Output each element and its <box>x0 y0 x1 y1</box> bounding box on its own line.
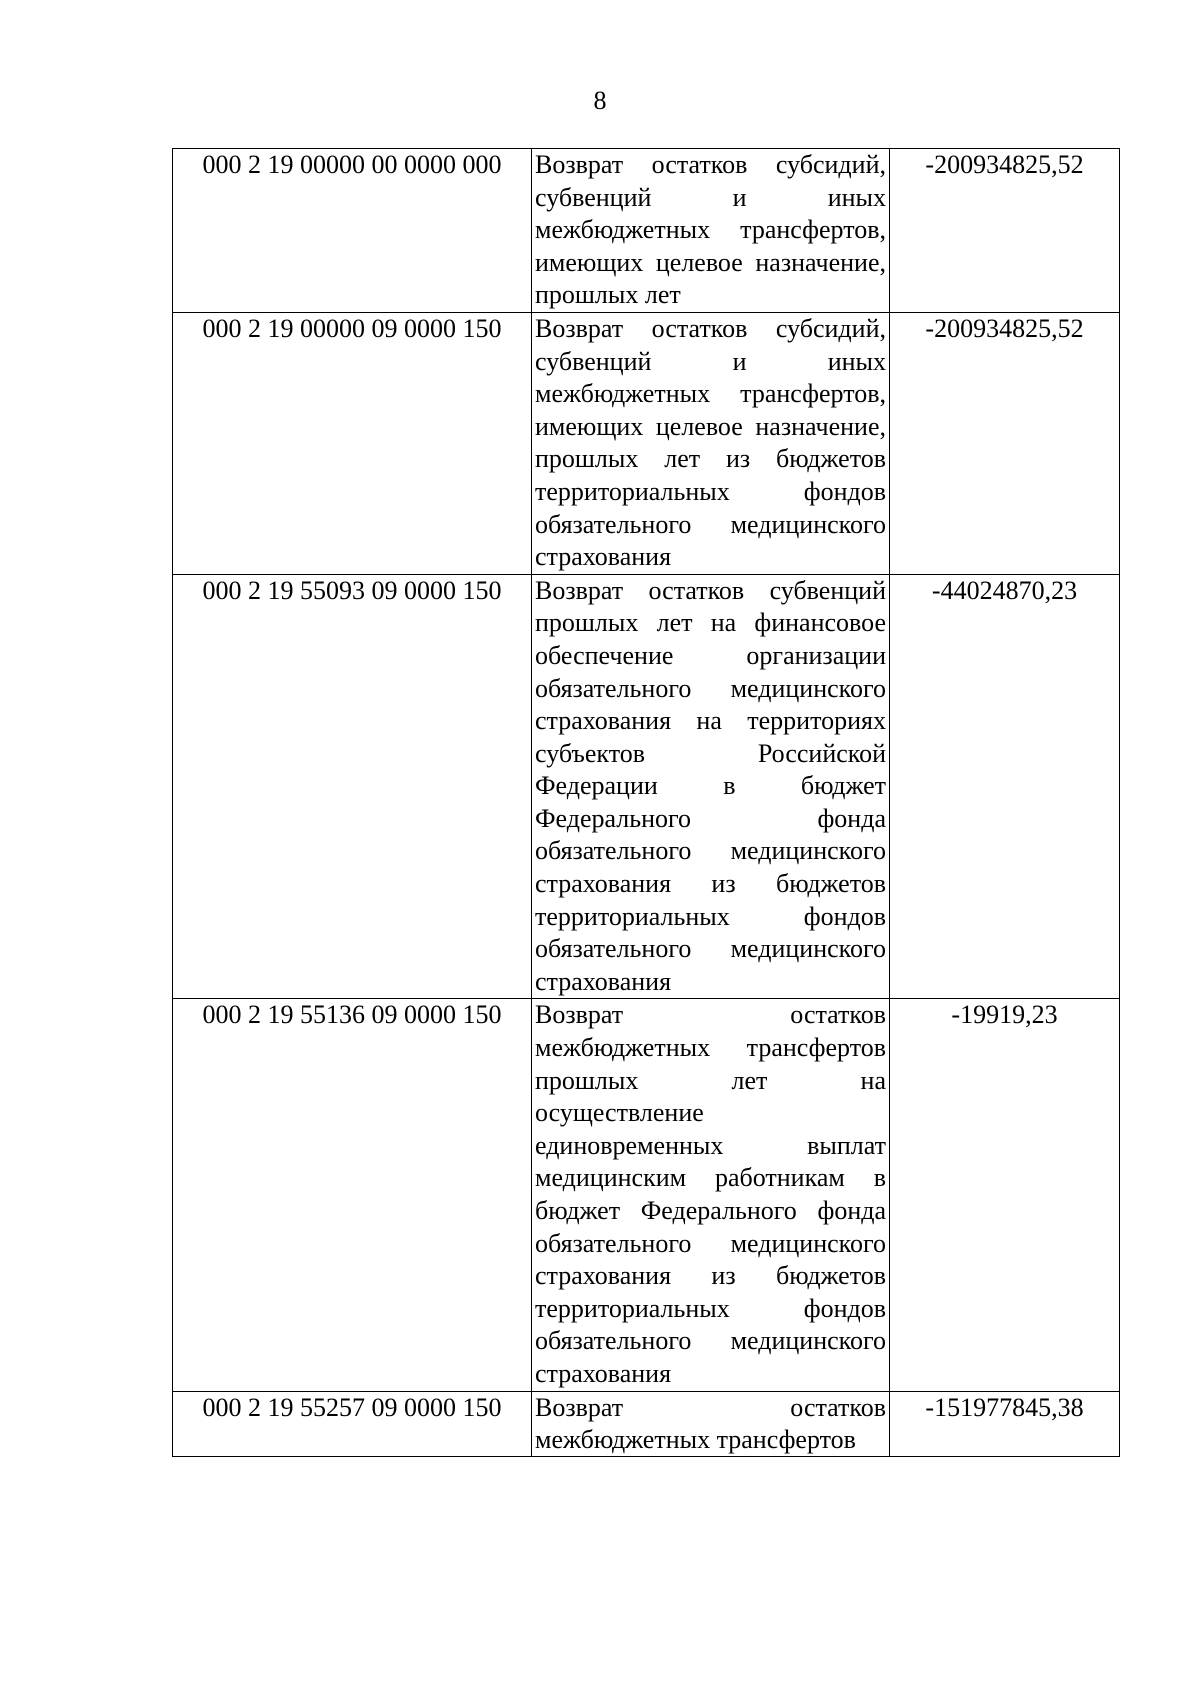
description-cell: Возврат остатков межбюджетных трансфертов прошлых лет на осуществление единовременных выплат медицинским работникам в бюджет Федерального фонда обязательного медицинского страхования из бюджетов территориальных фондов обязательного медицинского страхования <box>532 999 890 1391</box>
amount-cell: -44024870,23 <box>890 574 1120 999</box>
amount-cell: -19919,23 <box>890 999 1120 1391</box>
amount-cell: -200934825,52 <box>890 312 1120 574</box>
budget-code-cell: 000 2 19 00000 09 0000 150 <box>173 312 532 574</box>
budget-code-cell: 000 2 19 55257 09 0000 150 <box>173 1391 532 1456</box>
description-cell: Возврат остатков субсидий, субвенций и иных межбюджетных трансфертов, имеющих целевое назначение, прошлых лет <box>532 149 890 313</box>
table-row <box>173 149 1120 313</box>
description-cell <box>532 1391 890 1456</box>
budget-code-cell: 000 2 19 55136 09 0000 150 <box>173 999 532 1391</box>
description-cell: Возврат остатков субвенций прошлых лет на финансовое обеспечение организации обязательного медицинского страхования на территориях субъектов Российской Федерации в бюджет Федерального фонда обязательного медицинского страхования из бюджетов территориальных фондов обязательного медицинского страхования <box>532 574 890 999</box>
page-number: 8 <box>593 86 607 115</box>
budget-code-cell: 000 2 19 55093 09 0000 150 <box>173 574 532 999</box>
table-row <box>173 312 1120 574</box>
description-text: Возврат остатков межбюджетных трансфертов <box>535 1392 886 1455</box>
amount-cell: -200934825,52 <box>890 149 1120 313</box>
table-row <box>173 999 1120 1391</box>
budget-table <box>172 148 1120 1457</box>
amount-cell: -151977845,38 <box>890 1391 1120 1456</box>
table-row <box>173 1391 1120 1456</box>
description-cell: Возврат остатков субсидий, субвенций и иных межбюджетных трансфертов, имеющих целевое назначение, прошлых лет из бюджетов территориальных фондов обязательного медицинского страхования <box>532 312 890 574</box>
budget-code-cell: 000 2 19 00000 00 0000 000 <box>173 149 532 313</box>
table-row <box>173 574 1120 999</box>
